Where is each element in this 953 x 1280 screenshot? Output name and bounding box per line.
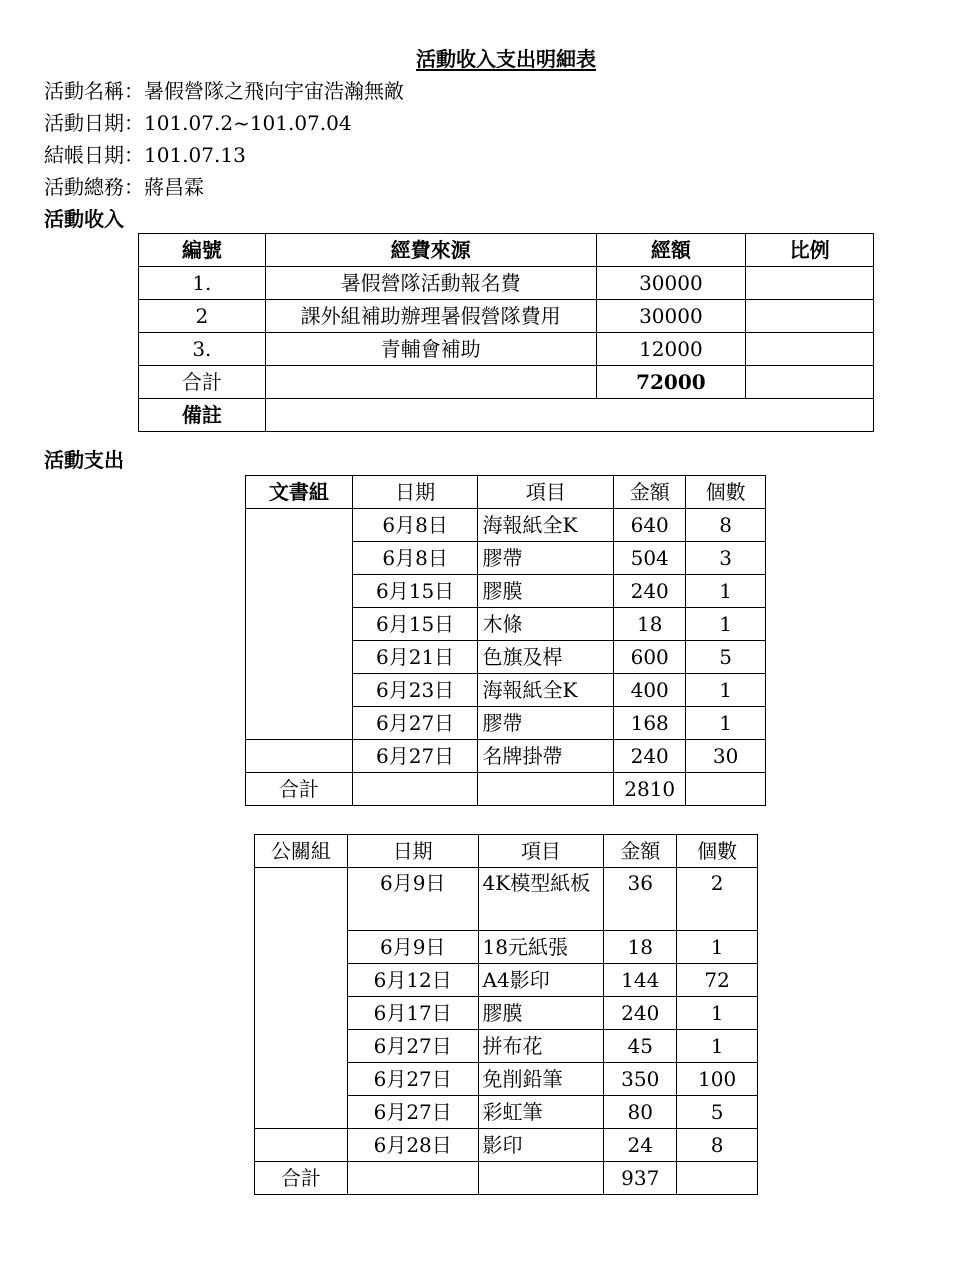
expense-item: 海報紙全K: [478, 674, 614, 707]
table-row: [246, 740, 766, 773]
expense-date: 6月23日: [352, 674, 478, 707]
expense-count: 1: [686, 707, 766, 740]
expense-item: 拼布花: [478, 1030, 604, 1063]
expense-date: 6月28日: [347, 1129, 478, 1162]
income-ratio: [746, 300, 874, 333]
expense-header-date: 日期: [352, 476, 478, 509]
expense-count: 8: [677, 1129, 758, 1162]
expense-item: 膠帶: [478, 542, 614, 575]
expense-header-item: 項目: [478, 476, 614, 509]
expense-count: 1: [686, 674, 766, 707]
expense-total-item: [478, 1162, 604, 1195]
expense-total-row: [246, 773, 766, 806]
expense-item: 影印: [478, 1129, 604, 1162]
expense-date: 6月15日: [352, 608, 478, 641]
expense-amount: 18: [604, 931, 677, 964]
income-heading: 活動收入: [44, 207, 124, 231]
meta-label: 活動名稱：: [44, 79, 144, 103]
expense-count: 1: [677, 931, 758, 964]
expense-amount: 45: [604, 1030, 677, 1063]
expense-amount: 400: [614, 674, 686, 707]
expense-date: 6月9日: [347, 868, 478, 931]
page-title: [0, 46, 953, 72]
expense-item: 膠膜: [478, 997, 604, 1030]
expense-amount: 600: [614, 641, 686, 674]
expense-header-date: 日期: [347, 835, 478, 868]
expense-total-row: [255, 1162, 758, 1195]
expense-total-count: [677, 1162, 758, 1195]
expense-total-label: 合計: [246, 773, 353, 806]
expense-total-date: [347, 1162, 478, 1195]
expense-count: 5: [677, 1096, 758, 1129]
expense-group-span: [246, 509, 353, 740]
expense-item: 4K模型紙板: [478, 868, 604, 931]
expense-header-amount: 金額: [604, 835, 677, 868]
table-row: [139, 333, 874, 366]
expense-date: 6月8日: [352, 509, 478, 542]
income-no: 1.: [139, 267, 266, 300]
expense-count: 5: [686, 641, 766, 674]
meta-treasurer: [44, 173, 204, 201]
meta-activity-name: [44, 77, 404, 105]
expense-item: A4影印: [478, 964, 604, 997]
expense-count: 1: [677, 997, 758, 1030]
expense-table-documents: [245, 475, 766, 806]
expense-date: 6月12日: [347, 964, 478, 997]
page-title-text: 活動收入支出明細表: [416, 47, 596, 71]
income-header-row: [139, 234, 874, 267]
expense-amount: 80: [604, 1096, 677, 1129]
meta-label: 活動總務：: [44, 175, 144, 199]
table-row: [139, 267, 874, 300]
expense-date: 6月9日: [347, 931, 478, 964]
income-total-label: 合計: [139, 366, 266, 399]
expense-amount: 18: [614, 608, 686, 641]
income-ratio: [746, 333, 874, 366]
meta-label: 活動日期：: [44, 111, 144, 135]
expense-count: 30: [686, 740, 766, 773]
income-amount: 30000: [596, 267, 746, 300]
expense-amount: 240: [614, 740, 686, 773]
income-note-row: [139, 399, 874, 432]
expense-amount: 168: [614, 707, 686, 740]
expense-date: 6月17日: [347, 997, 478, 1030]
income-header-source: 經費來源: [265, 234, 596, 267]
expense-header-amount: 金額: [614, 476, 686, 509]
expense-header-count: 個數: [686, 476, 766, 509]
meta-value: 蔣昌霖: [144, 175, 204, 199]
expense-item: 名牌掛帶: [478, 740, 614, 773]
expense-date: 6月8日: [352, 542, 478, 575]
meta-value: 暑假營隊之飛向宇宙浩瀚無敵: [144, 79, 404, 103]
table-row: [139, 300, 874, 333]
table-row: [255, 1129, 758, 1162]
income-total-ratio: [746, 366, 874, 399]
expense-item: 色旗及桿: [478, 641, 614, 674]
expense-amount: 36: [604, 868, 677, 931]
income-total-row: [139, 366, 874, 399]
expense-date: 6月27日: [352, 707, 478, 740]
expense-date: 6月27日: [352, 740, 478, 773]
income-note-value: [265, 399, 873, 432]
income-header-amount: 經額: [596, 234, 746, 267]
expense-amount: 24: [604, 1129, 677, 1162]
expense-item: 彩虹筆: [478, 1096, 604, 1129]
income-note-label: 備註: [139, 399, 266, 432]
expense-header-count: 個數: [677, 835, 758, 868]
meta-value: 101.07.2~101.07.04: [144, 111, 352, 135]
expense-total-amount: 2810: [614, 773, 686, 806]
expense-header-item: 項目: [478, 835, 604, 868]
expense-item: 海報紙全K: [478, 509, 614, 542]
expense-item: 膠膜: [478, 575, 614, 608]
expense-item: 免削鉛筆: [478, 1063, 604, 1096]
expense-amount: 240: [604, 997, 677, 1030]
expense-total-label: 合計: [255, 1162, 348, 1195]
expense-total-count: [686, 773, 766, 806]
income-ratio: [746, 267, 874, 300]
expense-group-empty: [255, 1129, 348, 1162]
income-source: 暑假營隊活動報名費: [265, 267, 596, 300]
expense-amount: 504: [614, 542, 686, 575]
income-source: 課外組補助辦理暑假營隊費用: [265, 300, 596, 333]
expense-date: 6月27日: [347, 1063, 478, 1096]
income-amount: 30000: [596, 300, 746, 333]
expense-group-span: [255, 868, 348, 1129]
income-amount: 12000: [596, 333, 746, 366]
income-no: 3.: [139, 333, 266, 366]
income-source: 青輔會補助: [265, 333, 596, 366]
expense-date: 6月15日: [352, 575, 478, 608]
expense-total-date: [352, 773, 478, 806]
expense-amount: 640: [614, 509, 686, 542]
expense-count: 72: [677, 964, 758, 997]
expense-date: 6月27日: [347, 1030, 478, 1063]
income-table: [138, 233, 874, 432]
income-no: 2: [139, 300, 266, 333]
expense-total-item: [478, 773, 614, 806]
expense-header-row: [246, 476, 766, 509]
expense-count: 3: [686, 542, 766, 575]
expense-group-name: 文書組: [246, 476, 353, 509]
income-header-no: 編號: [139, 234, 266, 267]
income-total-amount: 72000: [596, 366, 746, 399]
expense-count: 8: [686, 509, 766, 542]
expense-total-amount: 937: [604, 1162, 677, 1195]
expense-amount: 350: [604, 1063, 677, 1096]
expense-table-public-relations: [254, 834, 758, 1195]
expense-amount: 240: [614, 575, 686, 608]
table-row: [246, 509, 766, 542]
expense-item: 木條: [478, 608, 614, 641]
income-total-source: [265, 366, 596, 399]
meta-activity-date: [44, 109, 352, 137]
expense-header-row: [255, 835, 758, 868]
expense-item: 膠帶: [478, 707, 614, 740]
expense-date: 6月21日: [352, 641, 478, 674]
expense-count: 1: [686, 608, 766, 641]
expense-heading: 活動支出: [44, 448, 124, 472]
expense-amount: 144: [604, 964, 677, 997]
meta-label: 結帳日期：: [44, 143, 144, 167]
expense-group-empty: [246, 740, 353, 773]
expense-date: 6月27日: [347, 1096, 478, 1129]
expense-item: 18元紙張: [478, 931, 604, 964]
expense-count: 1: [686, 575, 766, 608]
expense-count: 2: [677, 868, 758, 931]
expense-count: 100: [677, 1063, 758, 1096]
meta-settlement-date: [44, 141, 246, 169]
expense-count: 1: [677, 1030, 758, 1063]
expense-group-name: 公關組: [255, 835, 348, 868]
income-header-ratio: 比例: [746, 234, 874, 267]
meta-value: 101.07.13: [144, 143, 246, 167]
table-row: [255, 868, 758, 931]
